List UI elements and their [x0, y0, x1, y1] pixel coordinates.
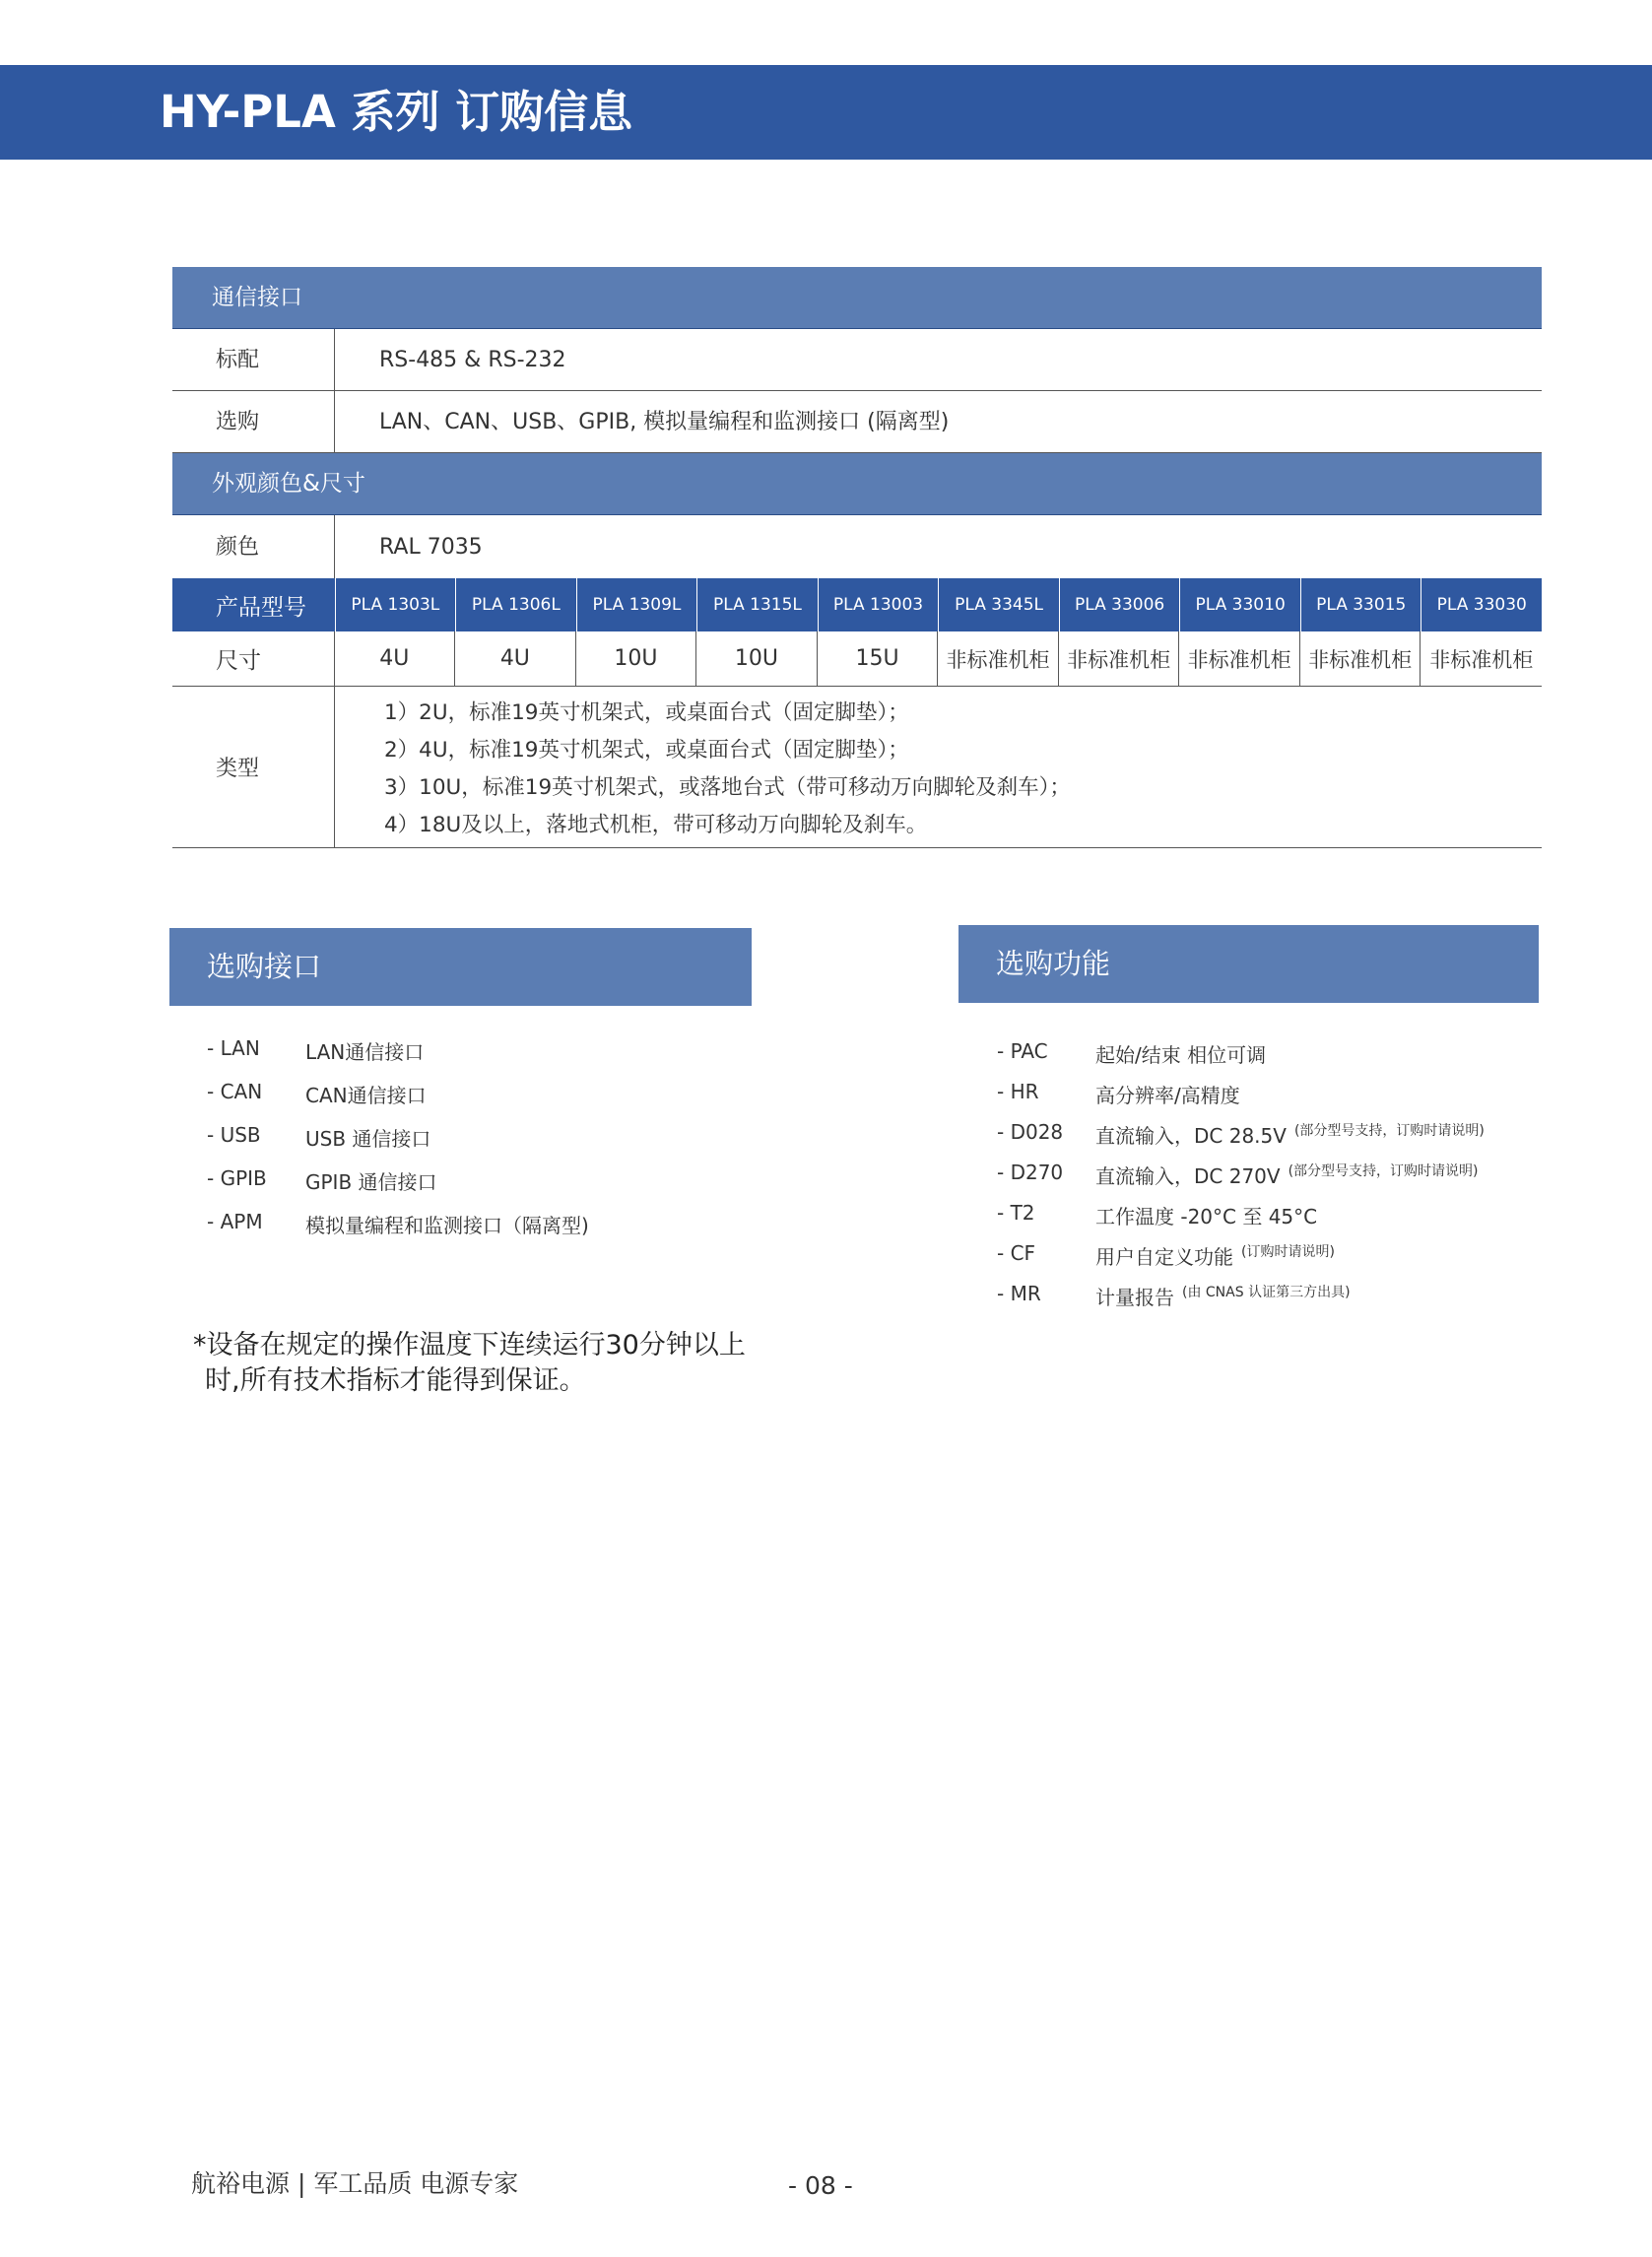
footer-slogan: 航裕电源 | 军工品质 电源专家 [191, 2169, 519, 2198]
item-desc: 直流输入，DC 28.5V [1095, 1124, 1287, 1148]
size-cell: 10U [576, 631, 697, 686]
item-code: - D028 [997, 1120, 1064, 1144]
item-desc: 起始/结束 相位可调 [1095, 1043, 1267, 1067]
functions-title: 选购功能 [958, 925, 1539, 1003]
size-cell: 非标准机柜 [1429, 647, 1534, 672]
model-cell: PLA 1306L [455, 578, 576, 631]
size-cell: 非标准机柜 [1179, 631, 1300, 686]
list-item [997, 1161, 1485, 1201]
type-label: 类型 [172, 687, 335, 847]
size-cell: 4U [455, 631, 576, 686]
model-cell: PLA 33030 [1421, 578, 1542, 631]
model-header-row [172, 578, 1542, 631]
type-list [335, 687, 1071, 847]
opt-row [172, 391, 1542, 453]
item-desc: 计量报告 [1095, 1286, 1174, 1309]
item-code: - LAN [207, 1036, 260, 1060]
item-desc: 模拟量编程和监测接口（隔离型) [305, 1214, 589, 1237]
list-item [997, 1201, 1485, 1241]
model-cell: PLA 1315L [696, 578, 818, 631]
item-code: - GPIB [207, 1166, 267, 1190]
list-item [207, 1210, 589, 1253]
functions-list [997, 1039, 1485, 1322]
spec-table [172, 267, 1542, 848]
item-code: - HR [997, 1080, 1039, 1103]
item-code: - D270 [997, 1161, 1064, 1184]
item-desc: GPIB 通信接口 [305, 1170, 437, 1194]
color-label: 颜色 [172, 515, 335, 578]
item-desc: 高分辨率/高精度 [1095, 1084, 1240, 1107]
item-desc: LAN通信接口 [305, 1040, 425, 1064]
item-code: - CAN [207, 1080, 263, 1103]
item-desc: 直流输入，DC 270V [1095, 1164, 1281, 1188]
type-item: 1）2U，标准19英寸机架式，或桌面台式（固定脚垫）； [384, 700, 909, 725]
item-code: - APM [207, 1210, 263, 1233]
color-row [172, 515, 1542, 578]
std-label: 标配 [172, 329, 335, 390]
model-cell: PLA 33010 [1179, 578, 1300, 631]
list-item [997, 1039, 1485, 1080]
item-code: - USB [207, 1123, 261, 1147]
list-item [997, 1120, 1485, 1161]
item-note: (部分型号支持，订购时请说明) [1288, 1163, 1479, 1179]
item-code: - T2 [997, 1201, 1035, 1225]
model-cell: PLA 1309L [576, 578, 697, 631]
size-cell: 10U [696, 631, 818, 686]
list-item [207, 1080, 589, 1123]
interfaces-title: 选购接口 [169, 928, 752, 1006]
list-item [207, 1166, 589, 1210]
model-cell: PLA 3345L [938, 578, 1059, 631]
item-note: (部分型号支持，订购时请说明) [1293, 1123, 1485, 1139]
comm-section-header: 通信接口 [172, 267, 1542, 329]
list-item [207, 1123, 589, 1166]
note-line: 时,所有技术指标才能得到保证。 [205, 1365, 586, 1396]
list-item [997, 1080, 1485, 1120]
type-row [172, 687, 1542, 848]
size-cell: 非标准机柜 [938, 631, 1059, 686]
model-label: 产品型号 [216, 594, 306, 621]
operating-note [193, 1328, 746, 1399]
size-cell: 非标准机柜 [1059, 631, 1180, 686]
model-cell: PLA 33015 [1300, 578, 1421, 631]
model-cell: PLA 33006 [1059, 578, 1180, 631]
note-line: *设备在规定的操作温度下连续运行30分钟以上 [193, 1330, 746, 1361]
item-desc: 用户自定义功能 [1095, 1245, 1233, 1269]
type-item: 2）4U，标准19英寸机架式，或桌面台式（固定脚垫）； [384, 738, 909, 763]
size-cell: 非标准机柜 [1300, 631, 1421, 686]
item-desc: CAN通信接口 [305, 1084, 427, 1107]
std-row [172, 329, 1542, 391]
list-item [997, 1241, 1485, 1282]
item-desc: USB 通信接口 [305, 1127, 431, 1151]
size-row [172, 631, 1542, 687]
list-item [207, 1036, 589, 1080]
item-desc: 工作温度 -20°C 至 45°C [1095, 1205, 1318, 1228]
model-cell: PLA 13003 [818, 578, 939, 631]
model-cell: PLA 1303L [335, 578, 456, 631]
size-cell: 4U [335, 631, 456, 686]
interfaces-list [207, 1036, 589, 1253]
opt-label: 选购 [172, 391, 335, 452]
page-number: - 08 - [788, 2171, 853, 2200]
appearance-section-header: 外观颜色&尺寸 [172, 453, 1542, 515]
item-note: (由 CNAS 认证第三方出具) [1182, 1285, 1351, 1300]
item-code: - CF [997, 1241, 1036, 1265]
color-value: RAL 7035 [379, 535, 483, 560]
item-code: - MR [997, 1282, 1041, 1305]
size-label: 尺寸 [172, 631, 335, 686]
type-item: 4）18U及以上，落地式机柜，带可移动万向脚轮及刹车。 [384, 813, 928, 837]
item-note: (订购时请说明) [1241, 1244, 1335, 1260]
page-title: HY-PLA 系列 订购信息 [160, 86, 633, 138]
type-item: 3）10U，标准19英寸机架式，或落地台式（带可移动万向脚轮及刹车）； [384, 775, 1071, 800]
opt-value: LAN、CAN、USB、GPIB, 模拟量编程和监测接口 (隔离型) [379, 410, 950, 434]
size-cell: 15U [818, 631, 939, 686]
std-value: RS-485 & RS-232 [379, 348, 566, 372]
item-code: - PAC [997, 1039, 1048, 1063]
list-item [997, 1282, 1485, 1322]
